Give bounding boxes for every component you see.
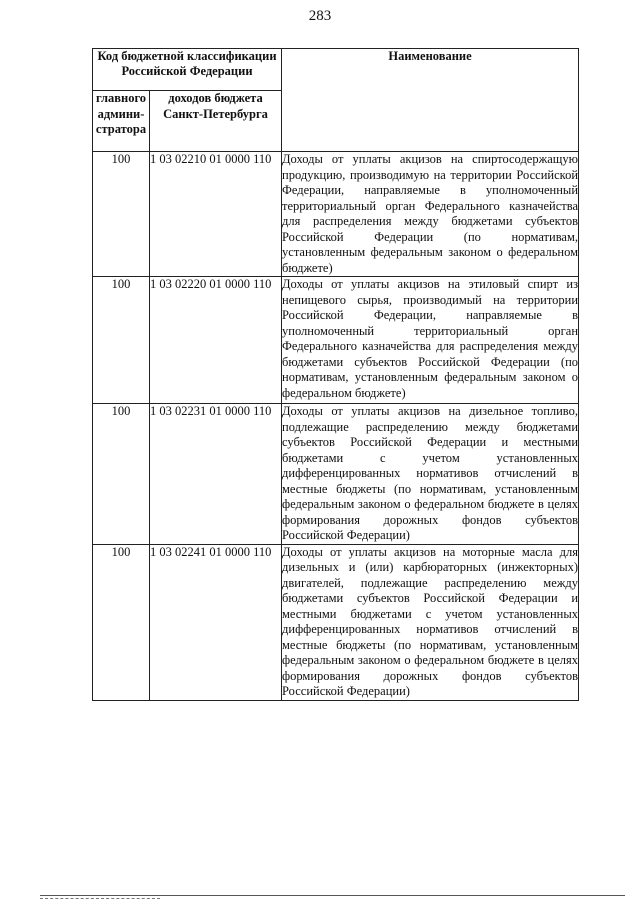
income-name-cell: Доходы от уплаты акцизов на моторные масла для дизельных и (или) карбюраторных (инжекторных) двигателей, подлежащие распределению между бюджетами субъектов Российской Федерации и местными бюджетами с учетом установленных дифференцированных нормативов отчислений в местные бюджеты (по нормативам, установленным федеральным законом о федеральном бюджете в целях формирования дорожных фондов субъектов Российской Федерации) — [282, 544, 579, 698]
budget-code-cell: 1 03 02241 01 0000 110 — [150, 544, 282, 700]
budget-code-cell: 1 03 02231 01 0000 110 — [150, 404, 282, 545]
admin-code-cell: 100 — [93, 277, 150, 404]
header-admin: главного админи-стратора — [93, 91, 150, 152]
table-row — [93, 277, 579, 404]
table-row — [93, 404, 579, 545]
income-name-cell: Доходы от уплаты акцизов на этиловый спирт из непищевого сырья, производимый на территории Российской Федерации, направляемые в уполномоченный территориальный орган Федерального казначейства для распределения между бюджетами субъектов Российской Федерации (по нормативам, установленным федеральным законом о федеральном бюджете) — [282, 277, 579, 404]
admin-code-cell: 100 — [93, 544, 150, 700]
income-name-cell: Доходы от уплаты акцизов на спиртосодержащую продукцию, производимую на территории Российской Федерации, направляемые в уполномоченный территориальный орган Федерального казначейства для распределения между бюджетами субъектов Российской Федерации (по нормативам, установленным федеральным законом о федеральном бюджете) — [282, 152, 579, 275]
admin-code-cell: 100 — [93, 152, 150, 277]
income-name-cell: Доходы от уплаты акцизов на дизельное топливо, подлежащие распределению между бюджетами субъектов Российской Федерации и местными бюджетами с учетом установленных дифференцированных нормативов отчислений в местные бюджеты (по нормативам, установленным федеральным законом о федеральном бюджете в целях формирования дорожных фондов субъектов Российской Федерации) — [282, 404, 579, 542]
table-row — [93, 544, 579, 700]
header-row-top — [93, 49, 579, 91]
admin-code-cell: 100 — [93, 404, 150, 545]
budget-classification-table — [92, 48, 579, 701]
page-number: 283 — [308, 8, 332, 24]
header-income: доходов бюджета Санкт-Петербурга — [150, 91, 282, 152]
header-name: Наименование — [282, 49, 579, 152]
budget-code-cell: 1 03 02220 01 0000 110 — [150, 277, 282, 404]
header-code-group: Код бюджетной классификации Российской Федерации — [93, 49, 282, 91]
table-row — [93, 152, 579, 277]
footer-rule — [40, 895, 625, 896]
footer-rule-dashed — [40, 898, 160, 899]
budget-code-cell: 1 03 02210 01 0000 110 — [150, 152, 282, 277]
